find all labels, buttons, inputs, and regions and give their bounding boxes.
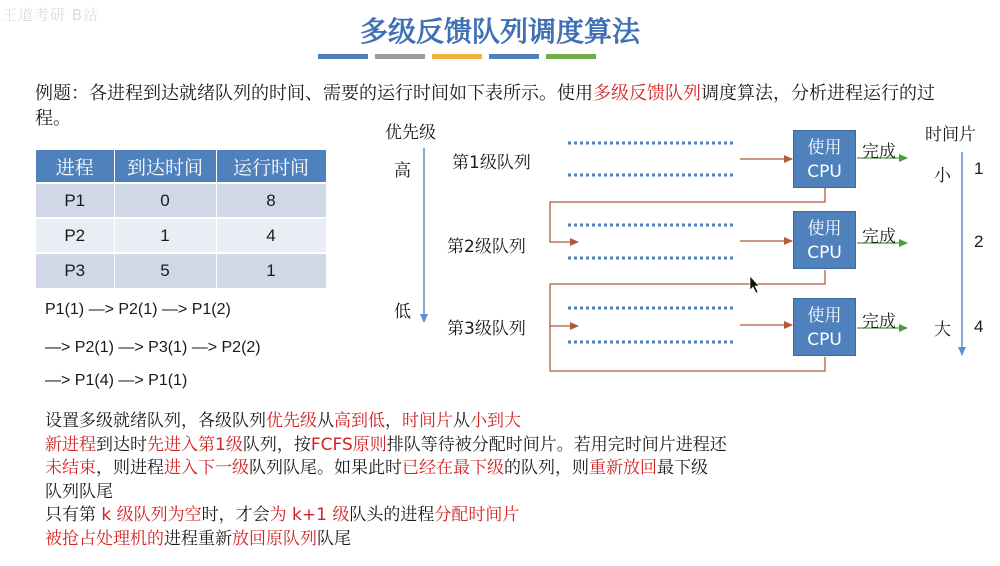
sequence-line-3: —> P1(4) —> P1(1) bbox=[45, 372, 188, 389]
table-cell: P1 bbox=[36, 183, 114, 218]
note-text: 排队等待被分配时间片。若用完时间片进程还 bbox=[386, 434, 727, 455]
highlight-text: 重新放回 bbox=[589, 458, 657, 478]
note-text: ，则进程 bbox=[96, 458, 164, 478]
highlight-text: 优先级 bbox=[266, 411, 317, 431]
queue-1-label: 第1级队列 bbox=[452, 153, 531, 173]
note-text: 从 bbox=[317, 411, 334, 431]
table-cell: P2 bbox=[36, 218, 114, 253]
table-cell: 1 bbox=[216, 253, 326, 288]
highlight-text: 放回原队列 bbox=[232, 528, 317, 549]
note-text: 队头的进程 bbox=[349, 505, 435, 525]
note-line-1 bbox=[45, 410, 945, 434]
table-cell: 0 bbox=[114, 183, 216, 218]
timeslice-big-label: 大 bbox=[934, 320, 951, 340]
note-text: 队尾 bbox=[317, 528, 351, 549]
highlight-text: FCFS原则 bbox=[310, 434, 387, 455]
note-text: 从 bbox=[453, 411, 470, 431]
highlight-text: 新进程 bbox=[45, 434, 96, 455]
note-line-5 bbox=[45, 504, 945, 528]
note-text: 时，才会 bbox=[201, 505, 270, 525]
note-line-3 bbox=[45, 457, 945, 481]
table-cell: 8 bbox=[216, 183, 326, 218]
notes bbox=[45, 410, 945, 551]
table-cell: P3 bbox=[36, 253, 114, 288]
timeslice-value-1: 1 bbox=[974, 159, 984, 178]
queue-2-label: 第2级队列 bbox=[447, 237, 526, 257]
intro-highlight: 多级反馈队列 bbox=[593, 83, 701, 104]
feedback-cpu2-to-queue3 bbox=[550, 270, 825, 326]
priority-low-label: 低 bbox=[394, 302, 411, 322]
cpu-box-1: 使用 CPU bbox=[793, 130, 856, 188]
timeslice-value-2: 2 bbox=[974, 232, 984, 251]
note-text: ， bbox=[385, 411, 402, 431]
highlight-text: 未结束 bbox=[45, 458, 96, 478]
table-header: 进程 bbox=[36, 150, 114, 183]
highlight-text: 小到大 bbox=[470, 411, 521, 431]
highlight-text: 进入下一级 bbox=[164, 458, 249, 478]
table-cell: 1 bbox=[114, 218, 216, 253]
note-text: 的队列，则 bbox=[504, 458, 589, 478]
watermark: 王道考研 B站 bbox=[2, 6, 100, 24]
highlight-text: 已经在最下级 bbox=[402, 458, 504, 478]
timeslice-value-3: 4 bbox=[974, 317, 984, 336]
highlight-text: 时间片 bbox=[402, 411, 453, 431]
timeslice-label: 时间片 bbox=[925, 125, 976, 145]
highlight-text: 为 k+1 级 bbox=[269, 505, 350, 525]
note-text: 进程重新 bbox=[164, 528, 232, 549]
table-cell: 5 bbox=[114, 253, 216, 288]
cpu-box-2: 使用 CPU bbox=[793, 211, 856, 269]
highlight-text: 高到低 bbox=[334, 411, 385, 431]
note-text: 最下级 bbox=[657, 458, 708, 478]
cpu-box-3: 使用 CPU bbox=[793, 298, 856, 356]
intro-text: 例题：各进程到达就绪队列的时间、需要的运行时间如下表所示。使用多级反馈队列调度算法，分析进程运行的过程。 bbox=[35, 83, 935, 129]
note-text: 队列队尾 bbox=[45, 481, 113, 502]
note-text: 队列，按 bbox=[242, 434, 311, 455]
highlight-text: 被抢占处理机的 bbox=[45, 528, 164, 549]
note-line-2 bbox=[45, 434, 945, 458]
feedback-cpu3-to-queue3 bbox=[550, 326, 825, 371]
page-title: 多级反馈队列调度算法 bbox=[359, 15, 640, 48]
highlight-text: 分配时间片 bbox=[434, 505, 520, 525]
done-label-3: 完成 bbox=[862, 312, 896, 332]
priority-high-label: 高 bbox=[394, 161, 411, 181]
table-cell: 4 bbox=[216, 218, 326, 253]
highlight-text: 先进入第1级 bbox=[147, 434, 243, 455]
timeslice-small-label: 小 bbox=[934, 166, 951, 186]
sequence-line-1: P1(1) —> P2(1) —> P1(2) bbox=[45, 301, 231, 318]
note-text: 到达时 bbox=[96, 434, 147, 455]
done-label-2: 完成 bbox=[862, 227, 896, 247]
note-text: 队列队尾。如果此时 bbox=[249, 458, 402, 478]
note-text: 设置多级就绪队列，各级队列 bbox=[45, 411, 266, 431]
note-line-4 bbox=[45, 481, 945, 505]
note-line-6 bbox=[45, 528, 945, 552]
highlight-text: k 级队列为空 bbox=[101, 505, 202, 525]
done-label-1: 完成 bbox=[862, 142, 896, 162]
note-text: 只有第 bbox=[45, 505, 102, 525]
feedback-cpu1-to-queue2 bbox=[550, 188, 825, 242]
queue-3-label: 第3级队列 bbox=[447, 319, 526, 339]
priority-label: 优先级 bbox=[385, 123, 436, 143]
mouse-cursor-icon bbox=[750, 276, 759, 293]
table-header: 到达时间 bbox=[114, 150, 216, 183]
sequence-line-2: —> P2(1) —> P3(1) —> P2(2) bbox=[45, 339, 261, 356]
table-header: 运行时间 bbox=[216, 150, 326, 183]
